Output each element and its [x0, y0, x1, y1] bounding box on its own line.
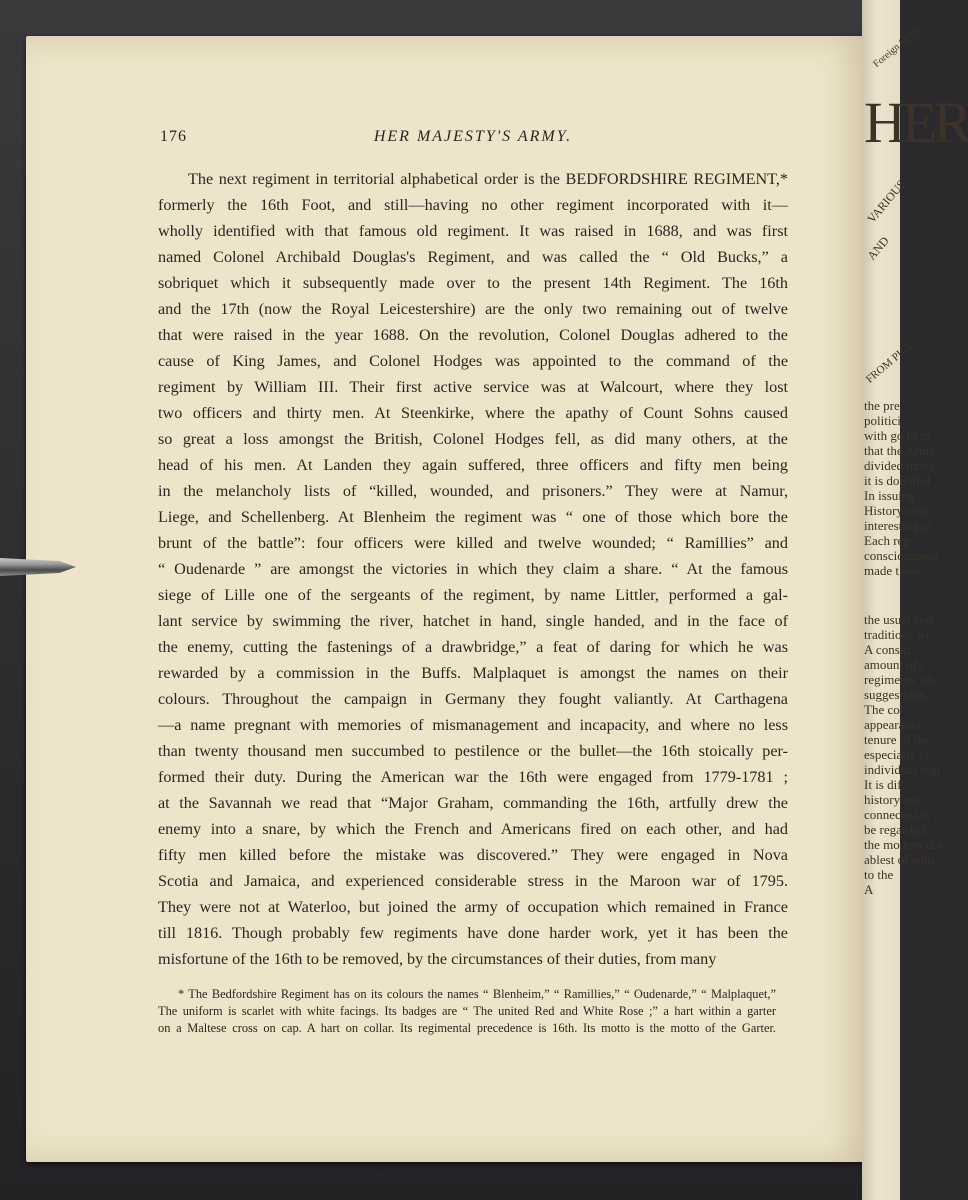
facing-fragment: it is doubtful	[864, 473, 931, 488]
facing-fragment: divided into r	[864, 458, 935, 473]
facing-fragment: Foreign Servic	[871, 23, 924, 70]
text-line: regiment by William III. Their first active service was at Walcourt, where they lost	[158, 378, 788, 396]
facing-fragment: the modern dis	[864, 837, 942, 852]
facing-fragment: regiments wh	[864, 672, 935, 687]
running-head: HER MAJESTY'S ARMY.	[373, 128, 573, 145]
facing-fragment: VARIOUS	[864, 177, 909, 226]
facing-fragment: History at on	[864, 503, 932, 518]
facing-fragment: It is dif	[864, 777, 902, 792]
facing-fragment: interesting ar	[864, 518, 933, 533]
facing-fragment: individual regi	[864, 762, 941, 777]
facing-page-text	[863, 23, 968, 897]
facing-fragment: A	[864, 882, 874, 897]
text-line: two officers and thirty men. At Steenkirke, where the apathy of Count Sohns caused	[158, 404, 788, 422]
text-line: formerly the 16th Foot, and still—having no other regiment incorporated with it—	[158, 196, 788, 214]
facing-fragment: amount of t	[864, 657, 924, 672]
text-line: —a name pregnant with memories of mismanagement and incapacity, and where no less	[158, 716, 788, 734]
text-line: till 1816. Though probably few regiments have done harder work, yet it has been the	[158, 924, 788, 942]
body-paragraph	[158, 166, 788, 972]
text-line: wholly identified with that famous old regiment. It was raised in 1688, and was first	[158, 222, 788, 240]
footnote-line: on a Maltese cross on cap. A hart on collar. Its regimental precedence is 16th. Its motto is the motto of the Garter.	[158, 1021, 776, 1035]
facing-fragment: the usual con	[864, 612, 933, 627]
text-line: enemy into a snare, by which the French and Americans fired on each other, and had	[158, 820, 788, 838]
text-line: “ Oudenarde ” are amongst the victories in which they claim a share. “ At the famous	[158, 560, 788, 578]
text-line: the enemy, cutting the fastenings of a drawbridge,” a feat of daring for which he was	[158, 638, 788, 656]
page-number: 176	[160, 128, 187, 145]
text-line: rewarded by a commission in the Buffs. Malplaquet is amongst the names on their	[158, 664, 788, 682]
facing-fragment: history mo	[864, 792, 920, 807]
facing-fragment: appearance	[864, 717, 923, 732]
text-line: at the Savannah we read that “Major Graham, commanding the 16th, artfully drew the	[158, 794, 788, 812]
facing-fragment: the pre	[864, 398, 900, 413]
text-line: misfortune of the 16th to be removed, by the circumstances of their duties, from many	[158, 950, 717, 968]
facing-fragment: The col	[864, 702, 904, 717]
text-line: named Colonel Archibald Douglas's Regiment, and was called the “ Old Bucks,” a	[158, 248, 788, 266]
text-line: than twenty thousand men succumbed to pestilence or the bullet—the 16th stoically per-	[158, 742, 788, 760]
text-line: head of his men. At Landen they again suffered, three officers and fifty men being	[158, 456, 788, 474]
facing-fragment: politici	[864, 413, 901, 428]
facing-fragment: made the—	[864, 563, 925, 578]
text-line: cause of King James, and Colonel Hodges was appointed to the command of the	[158, 352, 788, 370]
facing-fragment: suggestions	[864, 687, 925, 702]
facing-title-fragment: HER	[864, 90, 968, 155]
facing-fragment: ablest of who	[864, 852, 935, 867]
facing-fragment: A consid	[864, 642, 910, 657]
text-line: sobriquet which it subsequently made over to the present 14th Regiment. The 16th	[158, 274, 788, 292]
text-line: in the melancholy lists of “killed, wounded, and prisoners.” They were at Namur,	[158, 482, 788, 500]
facing-fragment: be regarded	[864, 822, 925, 837]
facing-fragment: especially fa	[864, 747, 930, 762]
text-line: Scotia and Jamaica, and experienced considerable stress in the Maroon war of 1795.	[158, 872, 788, 890]
text-line: They were not at Waterloo, but joined the army of occupation which remained in France	[158, 898, 788, 916]
facing-fragment: that the Army	[864, 443, 936, 458]
facing-fragment: In issuing	[864, 488, 915, 503]
facing-fragment: traditions wi	[864, 627, 930, 642]
text-line: brunt of the battle”: four officers were killed and twelve wounded; “ Ramillies” and	[158, 534, 788, 552]
footnote-line: The uniform is scarlet with white facings. Its badges are “ The united Red and White Rose ;” a hart within a garter	[158, 1004, 776, 1018]
facing-fragment: to the	[864, 867, 894, 882]
footnote-line: * The Bedfordshire Regiment has on its colours the names “ Blenheim,” “ Ramillies,” “ Oudenarde,” “ Malplaquet,”	[178, 987, 776, 1001]
text-line: Liege, and Schellenberg. At Blenheim the regiment was “ one of those which bore the	[158, 508, 788, 526]
facing-fragment: AND	[864, 233, 892, 263]
facing-fragment: with go to m	[864, 428, 931, 443]
facing-page-edge	[862, 0, 968, 1200]
facing-fragment: consciousness	[864, 548, 938, 563]
text-line: that were raised in the year 1688. On the revolution, Colonel Douglas adhered to the	[158, 326, 788, 344]
text-line: The next regiment in territorial alphabetical order is the BEDFORDSHIRE REGIMENT,*	[188, 170, 788, 188]
footnote	[158, 986, 776, 1037]
text-line: colours. Throughout the campaign in Germany they fought valiantly. At Carthagena	[158, 690, 788, 708]
text-line: siege of Lille one of the sergeants of the regiment, by name Littler, performed a gal-	[158, 586, 788, 604]
facing-fragment: FROM PICT	[863, 339, 916, 386]
text-line: formed their duty. During the American war the 16th were engaged from 1779-1781 ;	[158, 768, 788, 786]
facing-fragment: connected in	[864, 807, 931, 822]
facing-fragment: Each reg	[864, 533, 910, 548]
text-line: and the 17th (now the Royal Leicestershire) are the only two remaining out of twelve	[158, 300, 788, 318]
text-line: lant service by swimming the river, hatchet in hand, single handed, and in the face of	[158, 612, 788, 630]
text-line: so great a loss amongst the British, Colonel Hodges fell, as did many others, at the	[158, 430, 788, 448]
text-line: fifty men killed before the mistake was discovered.” They were engaged in Nova	[158, 846, 788, 864]
facing-fragment: tenure of the	[864, 732, 930, 747]
page-header	[160, 128, 786, 152]
